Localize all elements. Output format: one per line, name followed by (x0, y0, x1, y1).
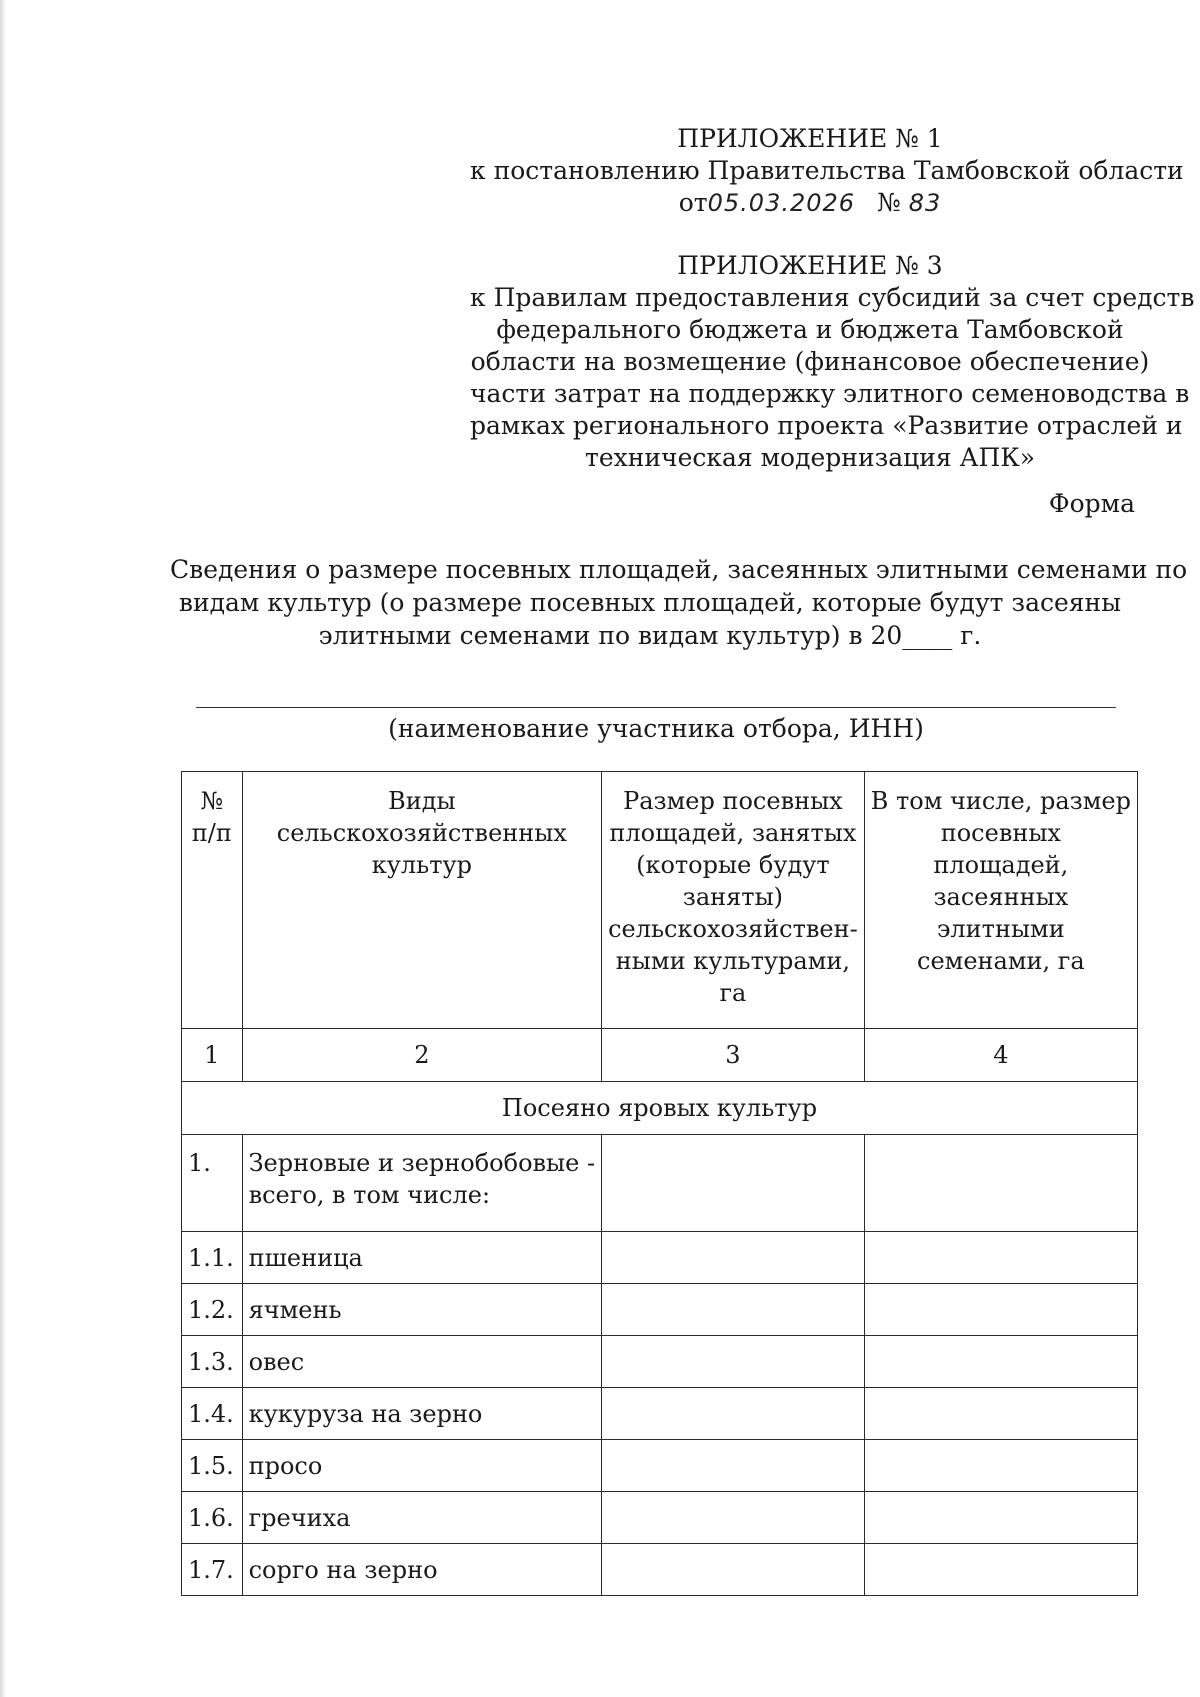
heading-line: видам культур (о размере посевных площадей, которые будут засеяны (178, 588, 1122, 617)
header-text: Виды (388, 787, 456, 815)
header-text: засеянных (933, 883, 1069, 911)
column-number: 2 (242, 1029, 602, 1082)
table-row (182, 1544, 1138, 1596)
appendix-1-reference: к постановлению Правительства Тамбовской области (470, 156, 1184, 185)
row-sown-area-cell[interactable] (602, 1440, 865, 1492)
crop-name-text: ячмень (248, 1295, 342, 1324)
scan-edge-shadow (0, 0, 6, 1697)
row-crop-name (242, 1544, 602, 1596)
appendix-3-header (470, 250, 1195, 474)
appendix-3-line: области на возмещение (финансовое обеспечение) (470, 347, 1150, 376)
crop-name-text: гречиха (248, 1503, 351, 1532)
column-numbers-row (182, 1029, 1138, 1082)
heading-line: элитными семенами по видам культур) в 20____ г. (318, 621, 982, 650)
row-crop-name (242, 1135, 602, 1232)
row-number: 1. (182, 1135, 243, 1232)
appendix-1-title: ПРИЛОЖЕНИЕ № 1 (677, 124, 943, 153)
row-elite-area-cell[interactable] (864, 1544, 1137, 1596)
table-header-row (182, 772, 1138, 1029)
column-number: 1 (182, 1029, 243, 1082)
table-row (182, 1284, 1138, 1336)
row-elite-area-cell[interactable] (864, 1336, 1137, 1388)
header-text: га (719, 979, 747, 1007)
header-text: Размер посевных (623, 787, 843, 815)
header-text: сельскохозяйствен- (608, 915, 858, 943)
header-text: семенами, га (917, 947, 1085, 975)
header-text: п/п (191, 819, 232, 847)
row-sown-area-cell[interactable] (602, 1492, 865, 1544)
crop-name-text: всего, в том числе: (248, 1181, 491, 1209)
row-sown-area-cell[interactable] (602, 1336, 865, 1388)
row-crop-name (242, 1388, 602, 1440)
header-crop-types (242, 772, 602, 1029)
row-number: 1.3. (182, 1336, 243, 1388)
date-prefix: от (678, 188, 708, 217)
crop-name-text: пшеница (248, 1243, 363, 1272)
row-number: 1.7. (182, 1544, 243, 1596)
row-number: 1.5. (182, 1440, 243, 1492)
header-text: площадей, (933, 851, 1069, 879)
appendix-1-date-line (470, 187, 1150, 219)
header-text: элитными (936, 915, 1065, 943)
row-sown-area-cell[interactable] (602, 1388, 865, 1440)
header-text: посевных (940, 819, 1061, 847)
header-elite-area (864, 772, 1137, 1029)
row-sown-area-cell[interactable] (602, 1284, 865, 1336)
row-number: 1.6. (182, 1492, 243, 1544)
crop-name-text: сорго на зерно (248, 1555, 438, 1584)
heading-line: Сведения о размере посевных площадей, засеянных элитными семенами по (170, 555, 1188, 584)
row-number: 1.2. (182, 1284, 243, 1336)
crop-name-text: кукуруза на зерно (248, 1399, 483, 1428)
header-number (182, 772, 243, 1029)
handwritten-date: 05.03.2026 (707, 189, 856, 217)
header-text: заняты) (682, 883, 784, 911)
appendix-1-header (470, 123, 1184, 219)
table-row (182, 1388, 1138, 1440)
table-row (182, 1232, 1138, 1284)
header-sown-area (602, 772, 865, 1029)
appendix-3-line: техническая модернизация АПК» (584, 443, 1035, 472)
row-elite-area-cell[interactable] (864, 1388, 1137, 1440)
row-crop-name (242, 1336, 602, 1388)
row-crop-name (242, 1284, 602, 1336)
section-title: Посеяно яровых культур (182, 1082, 1138, 1135)
row-elite-area-cell[interactable] (864, 1440, 1137, 1492)
number-prefix: № (877, 188, 901, 217)
header-text: В том числе, размер (870, 787, 1131, 815)
section-row (182, 1082, 1138, 1135)
row-elite-area-cell[interactable] (864, 1284, 1137, 1336)
crop-areas-table (181, 771, 1138, 1596)
crop-name-text: просо (248, 1451, 323, 1480)
table-row (182, 1336, 1138, 1388)
handwritten-number: 83 (908, 189, 942, 217)
row-elite-area-cell[interactable] (864, 1232, 1137, 1284)
header-text: сельскохозяйственных (276, 819, 567, 847)
appendix-3-line: части затрат на поддержку элитного семеноводства в (470, 379, 1190, 408)
appendix-3-line: федерального бюджета и бюджета Тамбовской (496, 315, 1124, 344)
participant-name-fill-line[interactable] (196, 707, 1116, 708)
row-crop-name (242, 1492, 602, 1544)
row-crop-name (242, 1232, 602, 1284)
header-text: культур (371, 851, 472, 879)
row-number: 1.1. (182, 1232, 243, 1284)
crop-name-text: овес (248, 1347, 305, 1376)
row-number: 1.4. (182, 1388, 243, 1440)
row-sown-area-cell[interactable] (602, 1232, 865, 1284)
row-sown-area-cell[interactable] (602, 1544, 865, 1596)
header-text: ными культурами, (615, 947, 850, 975)
table-row (182, 1135, 1138, 1232)
row-crop-name (242, 1440, 602, 1492)
document-heading (170, 553, 1188, 652)
table-row (182, 1440, 1138, 1492)
column-number: 3 (602, 1029, 865, 1082)
appendix-3-line: рамках регионального проекта «Развитие отраслей и (470, 411, 1183, 440)
header-text: площадей, занятых (609, 819, 857, 847)
form-label: Форма (1048, 489, 1135, 518)
row-sown-area-cell[interactable] (602, 1135, 865, 1232)
table-row (182, 1492, 1138, 1544)
appendix-3-line: к Правилам предоставления субсидий за счет средств (470, 283, 1195, 312)
row-elite-area-cell[interactable] (864, 1492, 1137, 1544)
crop-name-text: Зерновые и зернобобовые - (248, 1149, 596, 1177)
row-elite-area-cell[interactable] (864, 1135, 1137, 1232)
appendix-3-title: ПРИЛОЖЕНИЕ № 3 (677, 251, 943, 280)
participant-name-caption: (наименование участника отбора, ИНН) (388, 714, 924, 743)
header-text: № (200, 787, 224, 815)
column-number: 4 (864, 1029, 1137, 1082)
header-text: (которые будут (636, 851, 830, 879)
